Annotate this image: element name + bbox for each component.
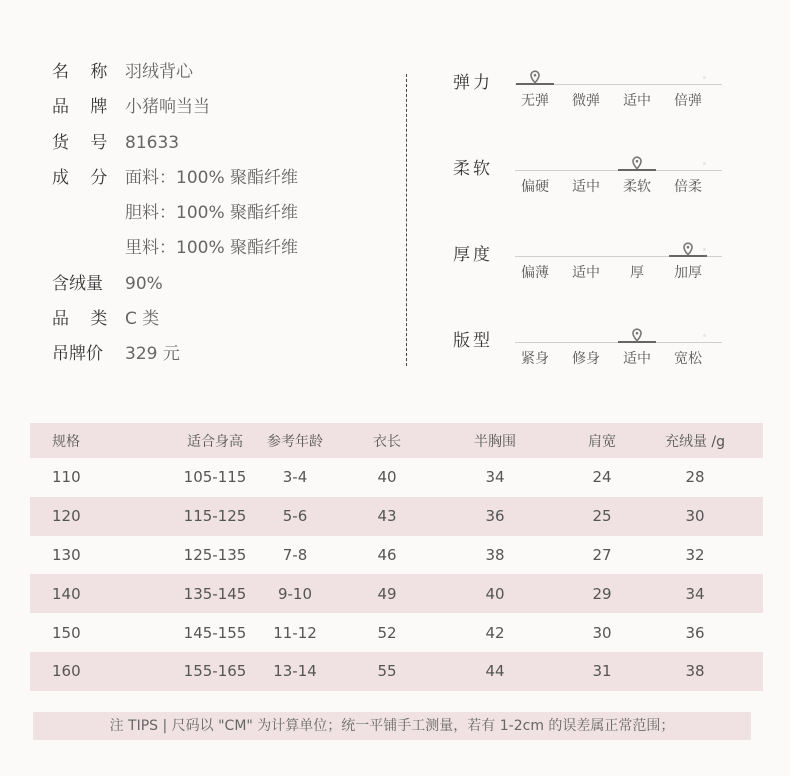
table-cell: 27: [592, 545, 612, 564]
column-header: 参考年龄: [267, 433, 323, 450]
table-cell: 3-4: [282, 468, 308, 487]
table-row: [30, 613, 763, 652]
rating-1: [453, 154, 733, 204]
rating-option: 偏硬: [521, 179, 549, 195]
table-cell: 110: [52, 468, 81, 487]
rating-option: 适中: [623, 351, 651, 367]
rating-option: 适中: [572, 265, 600, 281]
rating-option: 紧身: [521, 351, 549, 367]
table-cell: 29: [592, 584, 612, 603]
rating-label: 版型: [453, 331, 493, 351]
info-value: 小猪响当当: [125, 97, 210, 117]
table-cell: 36: [685, 623, 705, 642]
table-cell: 34: [685, 584, 705, 603]
table-cell: 120: [52, 507, 81, 526]
rating-option: 倍弹: [674, 93, 702, 109]
table-cell: 28: [685, 468, 705, 487]
rating-option: 无弹: [521, 93, 549, 109]
location-pin-icon: [630, 328, 644, 342]
info-label: 吊牌价: [52, 344, 103, 364]
column-header: 适合身高: [187, 433, 243, 450]
column-header: 规格: [52, 433, 80, 450]
table-cell: 40: [485, 584, 505, 603]
info-label: 品 牌: [52, 97, 116, 117]
table-cell: 32: [685, 545, 705, 564]
rating-label: 厚度: [453, 245, 493, 265]
table-cell: 38: [685, 662, 705, 681]
column-header: 衣长: [373, 433, 401, 450]
table-cell: 9-10: [277, 584, 313, 603]
table-cell: 30: [685, 507, 705, 526]
location-pin-icon: [681, 242, 695, 256]
table-cell: 25: [592, 507, 612, 526]
table-cell: 49: [377, 584, 397, 603]
column-header: 充绒量 /g: [664, 433, 726, 450]
decorative-dot: [703, 248, 706, 251]
table-cell: 42: [485, 623, 505, 642]
table-cell: 155-165: [183, 662, 247, 681]
rating-label: 弹力: [453, 73, 493, 93]
info-value: C 类: [125, 309, 160, 329]
info-label: 货 号: [52, 133, 116, 153]
info-value: 羽绒背心: [125, 62, 193, 82]
table-cell: 125-135: [183, 545, 247, 564]
info-value: 里料：100% 聚酯纤维: [125, 238, 299, 258]
info-label: 名 称: [52, 62, 116, 82]
table-cell: 40: [377, 468, 397, 487]
size-table: [30, 423, 763, 691]
table-cell: 31: [592, 662, 612, 681]
table-row: [30, 458, 763, 497]
rating-option: 修身: [572, 351, 600, 367]
table-cell: 13-14: [273, 662, 317, 681]
table-cell: 5-6: [282, 507, 308, 526]
rating-option: 厚: [630, 265, 644, 281]
column-header: 半胸围: [474, 433, 516, 450]
column-header: 肩宽: [588, 433, 616, 450]
rating-label: 柔软: [453, 159, 493, 179]
info-value: 面料：100% 聚酯纤维: [125, 168, 299, 188]
rating-option: 加厚: [674, 265, 702, 281]
decorative-dot: [703, 162, 706, 165]
info-value: 81633: [125, 133, 180, 153]
table-cell: 7-8: [282, 545, 308, 564]
table-row: [30, 536, 763, 575]
decorative-dot: [703, 76, 706, 79]
table-cell: 34: [485, 468, 505, 487]
table-cell: 46: [377, 545, 397, 564]
table-cell: 55: [377, 662, 397, 681]
info-value: 90%: [125, 274, 163, 294]
table-row: [30, 652, 763, 691]
table-cell: 44: [485, 662, 505, 681]
table-cell: 24: [592, 468, 612, 487]
rating-option: 适中: [623, 93, 651, 109]
info-value: 胆料：100% 聚酯纤维: [125, 203, 299, 223]
location-pin-icon: [630, 156, 644, 170]
table-cell: 43: [377, 507, 397, 526]
tips-note: 注 TIPS | 尺码以 "CM" 为计算单位；统一平铺手工测量，若有 1-2cm 的误差属正常范围；: [33, 712, 751, 740]
rating-2: [453, 240, 733, 290]
table-cell: 145-155: [183, 623, 247, 642]
table-cell: 130: [52, 545, 81, 564]
decorative-dot: [703, 334, 706, 337]
table-cell: 36: [485, 507, 505, 526]
table-cell: 135-145: [183, 584, 247, 603]
table-cell: 140: [52, 584, 81, 603]
rating-option: 宽松: [674, 351, 702, 367]
info-label: 含绒量: [52, 274, 103, 294]
rating-3: [453, 326, 733, 376]
rating-option: 柔软: [623, 179, 651, 195]
table-cell: 38: [485, 545, 505, 564]
table-cell: 150: [52, 623, 81, 642]
table-row: [30, 497, 763, 536]
table-cell: 30: [592, 623, 612, 642]
info-value: 329 元: [125, 344, 180, 364]
rating-0: [453, 68, 733, 118]
table-cell: 105-115: [183, 468, 247, 487]
table-header-row: [30, 423, 763, 458]
table-cell: 115-125: [183, 507, 247, 526]
rating-option: 适中: [572, 179, 600, 195]
info-label: 成 分: [52, 168, 116, 188]
table-cell: 160: [52, 662, 81, 681]
table-row: [30, 574, 763, 613]
rating-option: 偏薄: [521, 265, 549, 281]
table-cell: 52: [377, 623, 397, 642]
info-label: 品 类: [52, 309, 116, 329]
rating-option: 倍柔: [674, 179, 702, 195]
location-pin-icon: [528, 70, 542, 84]
dashed-divider: [406, 74, 407, 366]
rating-option: 微弹: [572, 93, 600, 109]
table-cell: 11-12: [273, 623, 317, 642]
